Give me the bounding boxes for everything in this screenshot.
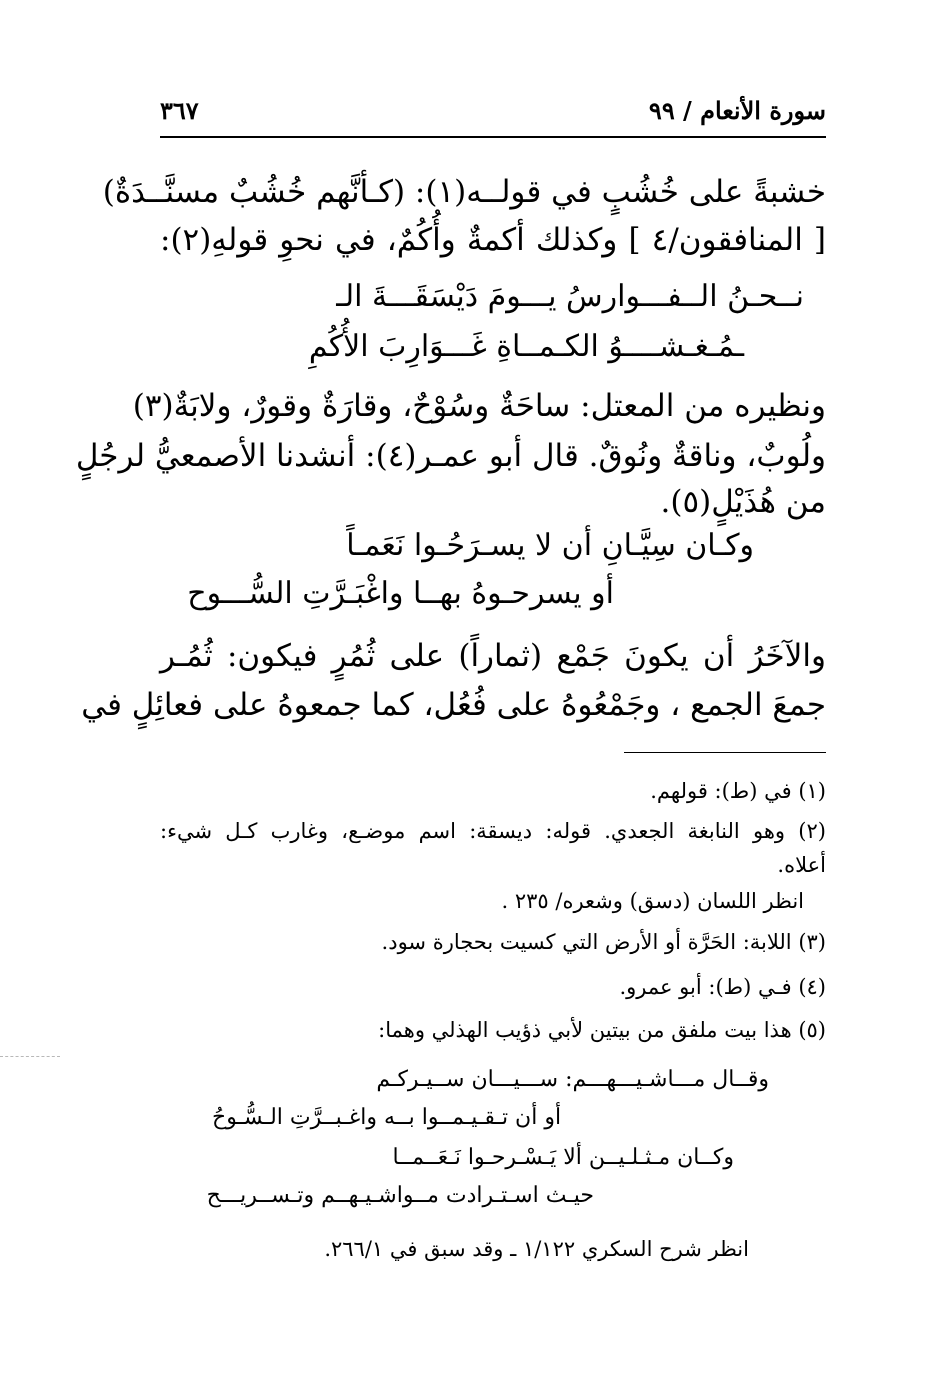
body-line-2: [ المنافقون/٤ ] وكذلك أكمةٌ وأُكُمٌ، في نحوِ قولهِ(٢): xyxy=(160,222,826,258)
footnote-1: (١) في (ط): قولهم. xyxy=(650,779,826,803)
footnote-5-verse-2b: حيـث اسـتـرادت مــواشـيـهــم وتـســريـــح xyxy=(206,1183,594,1208)
body-line-1: خشبةً على خُشُبٍ في قولــه(١): (كـأنَّهم خُشُبٌ مسنَّــدَةٌ) xyxy=(102,174,826,210)
scan-artifact xyxy=(0,1056,60,1057)
footnote-3: (٣) اللابة: الحَرَّة أو الأرض التي كسيت بحجارة سود. xyxy=(381,930,826,954)
footnote-5: (٥) هذا بيت ملفق من بيتين لأبي ذؤيب الهذلي وهما: xyxy=(378,1018,826,1042)
page-number: ٣٦٧ xyxy=(160,96,199,125)
footnote-5-verse-1a: وقــال مـــاشـيـــهـــم: ســـيـــان ســيـركـم xyxy=(376,1067,769,1092)
footnote-5-reference: انظر شرح السكري ١/١٢٢ ـ وقد سبق في ٢٦٦/١. xyxy=(324,1237,749,1261)
surah-title: سورة الأنعام / ٩٩ xyxy=(648,96,826,125)
footnote-2: (٢) وهو النابغة الجعدي. قوله: ديسقة: اسم موضـع، وغارب كـل شيء: xyxy=(160,819,826,843)
body-line-3: ونظيره من المعتل: ساحَةٌ وسُوْحٌ، وقارَةٌ وقورٌ، ولابَةٌ(٣) xyxy=(132,388,826,424)
body-line-4: ولُوبٌ، وناقةٌ ونُوقٌ. قال أبو عمـر(٤): أنشدنا الأصمعيُّ لرجُلٍ xyxy=(75,438,826,474)
footnote-4: (٤) فـي (ط): أبو عمرو. xyxy=(619,975,826,999)
footnote-2-continued: أعلاه. xyxy=(777,853,826,877)
running-header xyxy=(160,92,826,132)
body-line-6: والآخَرُ أن يكونَ جَمْع (ثماراً) على ثُمُرٍ فيكون: ثُمُـر xyxy=(160,638,826,674)
footnote-5-verse-2a: وكــان مـثـلـيــن ألا يَـسْـرحـوا نَـعَــمــا xyxy=(392,1145,734,1170)
footnote-5-verse-1b: أو أن تـقـيـمــوا بــه واغـبــرَّتِ الـسُّـوحُ xyxy=(212,1105,562,1130)
verse-1-second-hemistich: ـمُـغـشــــوُ الكـمــاةِ غَـــوَارِبَ الأُكُمِ xyxy=(308,329,744,364)
footnote-separator xyxy=(624,752,826,753)
verse-1-first-hemistich: نــحـنُ الــفـــوارسُ يـــومَ دَيْسَقَـــةَ الـ xyxy=(336,279,804,314)
verse-2-first-hemistich: وكـان سِيَّـانِ أن لا يسـرَحُـوا نَعَمـاً xyxy=(346,528,754,563)
body-line-5: من هُذَيْلٍ(٥). xyxy=(660,484,826,520)
header-rule xyxy=(160,136,826,138)
body-line-7: جمعَ الجمع ، وجَمْعُوهُ على فُعُل، كما جمعوهُ على فعائِلٍ في xyxy=(81,687,826,723)
footnote-2-reference: انظر اللسان (دسق) وشعره/ ٢٣٥ . xyxy=(501,889,804,913)
verse-2-second-hemistich: أو يسرحـوهُ بهــا واغْبَـرَّتِ السُّـــوح xyxy=(187,576,614,611)
